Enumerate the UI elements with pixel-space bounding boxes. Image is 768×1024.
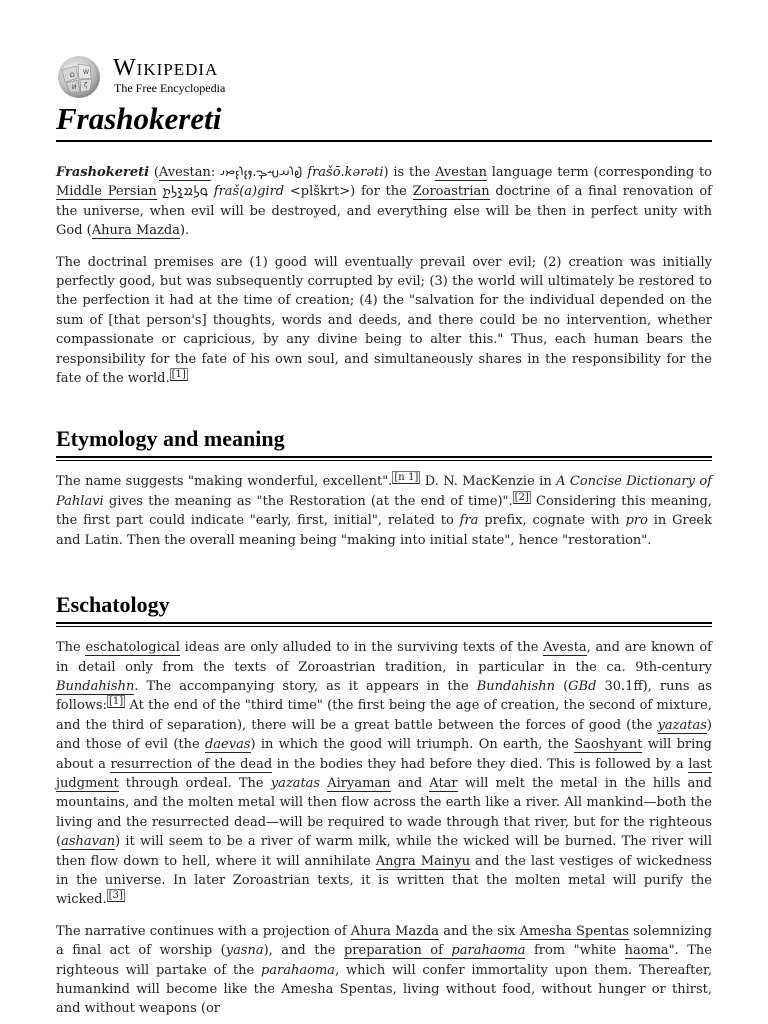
yazatas-link[interactable]: yazatas — [657, 717, 707, 733]
svg-text:ζ: ζ — [84, 82, 88, 89]
ref-3-link[interactable]: [3] — [108, 890, 123, 902]
ref-2-link[interactable]: [2] — [514, 491, 529, 503]
middle-persian-link[interactable]: Middle Persian — [56, 184, 157, 200]
resurrection-link[interactable]: resurrection of the dead — [110, 756, 273, 772]
title-divider — [56, 140, 712, 142]
angra-mainyu-link[interactable]: Angra Mainyu — [375, 853, 471, 869]
haoma-link[interactable]: haoma — [624, 943, 669, 959]
page-title: Frashokereti — [56, 101, 222, 136]
heading-divider — [56, 456, 712, 461]
translit: frašō.kərəti — [307, 165, 384, 180]
wordmark-title: Wikipedia — [113, 55, 219, 81]
etymology-heading: Etymology and meaning — [56, 426, 285, 452]
globe-puzzle-icon[interactable] — [56, 54, 102, 100]
etymology-paragraph: The name suggests "making wonderful, excellent". [n 1] D. N. MacKenzie in A Concise Dictionary of Pahlavi gives the meaning as "the Restoration (at the end of time)". [2] Considering this meaning, the first part could indicate "early, first, initial", related to fra prefix, cognate with pro in Greek and Latin. Then the overall meaning being "making into initial state", hence "restoration". — [56, 472, 712, 548]
avestan-language-link[interactable]: Avestan — [435, 165, 487, 180]
ashavan-link[interactable]: ashavan — [61, 834, 116, 850]
svg-text:W: W — [83, 69, 89, 76]
svg-text:И: И — [72, 84, 77, 91]
etymology-section — [56, 426, 712, 550]
avestan-script: 𐬟𐬭𐬀𐬱𐬋.𐬐𐬆𐬭𐬆𐬙𐬌 — [220, 165, 303, 180]
wordmark-subtitle: The Free Encyclopedia — [114, 81, 226, 95]
heading-divider — [56, 622, 712, 627]
saoshyant-link[interactable]: Saoshyant — [574, 737, 643, 753]
article-page — [56, 0, 712, 1019]
preparation-link[interactable]: preparation of parahaoma — [343, 943, 526, 959]
eschatology-section — [56, 592, 712, 1019]
last-judgment-link[interactable]: last judgment — [56, 756, 713, 791]
avesta-link[interactable]: Avesta — [543, 640, 587, 656]
eschatology-paragraph-1: The eschatological ideas are only alluded to in the surviving texts of the Avesta, and are known of in detail only from the texts of Zoroastrian tradition, in particular in the ca. 9th-century Bundahishn. The accompanying story, as it appears in the Bundahishn (GBd 30.1ff), runs as follows: [1] At the end of the "third time" (the first being the age of creation, the second of mixture, and the third of separation), there will be a great battle between the forces of good (the yazatas) and those of evil (the daevas) in which the good will triumph. On earth, the Saoshyant will bring about a resurrection of the dead in the bodies they had before they died. This is followed by a last judgment through ordeal. The yazatas Airyaman and Atar will melt the metal in the hills and mountains, and the molten metal will then flow across the earth like a river. All mankind—both the living and the resurrected dead—will be required to wade through that river, but for the righteous (ashavan) it will seem to be a river of warm milk, while the wicked will be burned. The river will then flow down to hell, where it will annihilate Angra Mainyu and the last vestiges of wickedness in the universe. In later Zoroastrian texts, it is written that the molten metal will purify the wicked. [3] — [56, 640, 713, 908]
ref-1-link[interactable]: [1] — [108, 696, 124, 708]
eschatology-heading: Eschatology — [56, 592, 170, 618]
note-n1-link[interactable]: [n 1] — [394, 472, 419, 484]
bundahishn-link[interactable]: Bundahishn — [56, 678, 135, 694]
site-header — [56, 0, 712, 99]
book-title: A Concise Dictionary of Pahlavi — [56, 474, 712, 509]
ahura-mazda-link[interactable]: Ahura Mazda — [91, 223, 180, 239]
atar-link[interactable]: Atar — [429, 775, 458, 791]
eschatology-paragraph-2: The narrative continues with a projection of Ahura Mazda and the six Amesha Spentas solemnizing a final act of worship (yasna), and the preparation of parahaoma from "white haoma". The righteous will partake of the parahaoma, which will confer immortality upon them. Thereafter, humankind will become like the Amesha Spentas, living without food, without hunger or thirst, and without weapons (or — [56, 923, 712, 1017]
airyaman-link[interactable]: Airyaman — [327, 775, 391, 791]
eschatological-link[interactable]: eschatological — [85, 640, 180, 656]
wikipedia-wordmark[interactable] — [113, 55, 225, 95]
term-bold: Frashokereti — [56, 165, 150, 180]
ahura-mazda-link[interactable]: Ahura Mazda — [350, 923, 440, 939]
intro-paragraph-1: Frashokereti (Avestan: 𐬟𐬭𐬀𐬱𐬋.𐬐𐬆𐬭𐬆𐬙𐬌 frašō.kərəti) is the Avestan language term (corresponding to Middle Persian 𐭯𐭫𐭱𐭪𐭫𐭲 fraš(a)gird <plškrt>) for the Zoroastrian doctrine of a final renovation of the universe, when evil will be destroyed, and everything else will be then in perfect unity with God (Ahura Mazda). — [56, 165, 712, 239]
intro-paragraph-2: The doctrinal premises are (1) good will eventually prevail over evil; (2) creation was initially perfectly good, but was subsequently corrupted by evil; (3) the world will ultimately be restored to the perfection it had at the time of creation; (4) the "salvation for the individual depended on the sum of [that person's] thoughts, words and deeds, and there could be no intervention, whether compassionate or capricious, by any divine being to alter this." Thus, each human bears the responsibility for the fate of his own soul, and simultaneously shares in the responsibility for the fate of the world. [1] — [56, 254, 712, 387]
frashgird: fraš(a)gird — [213, 184, 285, 200]
ref-1-link[interactable]: [1] — [171, 369, 186, 381]
svg-text:Ω: Ω — [70, 72, 75, 79]
amesha-spentas-link[interactable]: Amesha Spentas — [519, 923, 629, 939]
pahlavi-script: 𐭯𐭫𐭱𐭪𐭫𐭲 — [162, 184, 209, 200]
avestan-link[interactable]: Avestan — [158, 165, 211, 180]
zoroastrian-link[interactable]: Zoroastrian — [412, 184, 490, 200]
daevas-link[interactable]: daevas — [204, 737, 251, 753]
